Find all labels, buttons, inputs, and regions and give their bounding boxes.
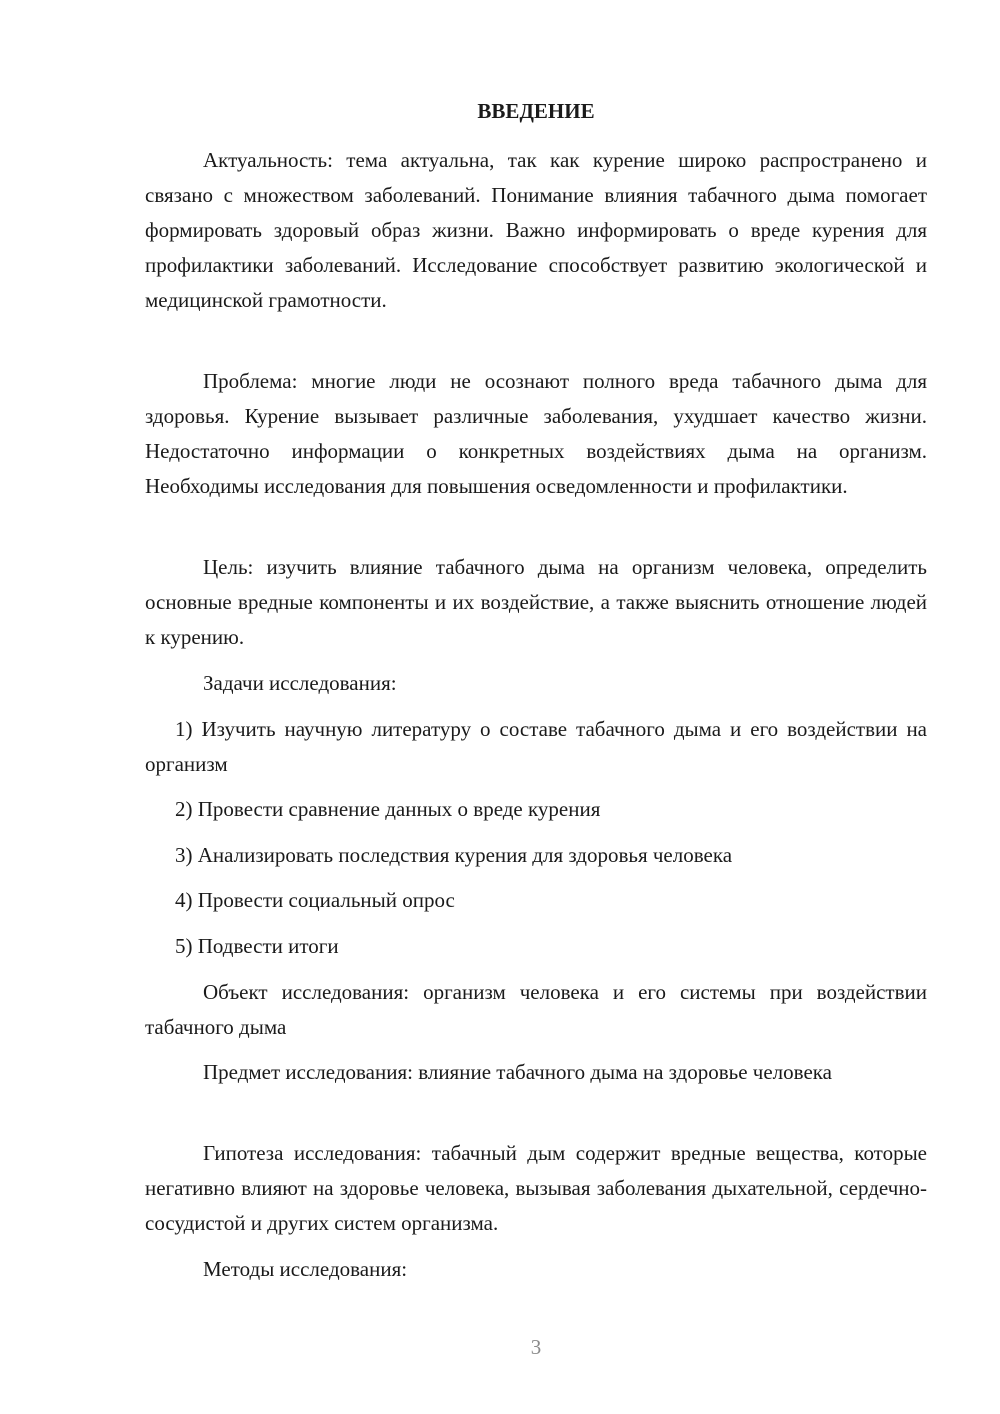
page-number: 3 xyxy=(530,1335,542,1359)
relevance-paragraph: Актуальность: тема актуальна, так как курение широко распространено и связано с множеством заболеваний. Понимание влияния табачного дыма помогает формировать здоровый образ жизни. Важно информировать о вреде курения для профилактики заболеваний. Исследование способствует развитию экологической и медицинской грамотности. xyxy=(145,148,927,312)
goal-paragraph: Цель: изучить влияние табачного дыма на организм человека, определить основные вредные компоненты и их воздействие, а также выяснить отношение людей к курению. xyxy=(145,555,927,649)
hypothesis-paragraph: Гипотеза исследования: табачный дым содержит вредные вещества, которые негативно влияют на здоровье человека, вызывая заболевания дыхательной, сердечно-сосудистой и других систем организма. xyxy=(145,1141,927,1235)
methods-heading: Методы исследования: xyxy=(203,1257,408,1281)
problem-paragraph: Проблема: многие люди не осознают полного вреда табачного дыма для здоровья. Курение вызывает различные заболевания, ухудшает качество жизни. Недостаточно информации о конкретных воздействиях дыма на организм. Необходимы исследования для повышения осведомленности и профилактики. xyxy=(145,369,927,498)
task-item-4: 4) Провести социальный опрос xyxy=(175,888,455,912)
subject-paragraph: Предмет исследования: влияние табачного дыма на здоровье человека xyxy=(203,1060,832,1084)
task-item-2: 2) Провести сравнение данных о вреде курения xyxy=(175,797,601,821)
task-item-5: 5) Подвести итоги xyxy=(175,934,339,958)
tasks-heading: Задачи исследования: xyxy=(203,671,397,695)
task-item-3: 3) Анализировать последствия курения для здоровья человека xyxy=(175,843,733,867)
task-item-1: 1) Изучить научную литературу о составе табачного дыма и его воздействии на организм xyxy=(145,717,927,776)
object-paragraph: Объект исследования: организм человека и его системы при воздействии табачного дыма xyxy=(145,980,927,1039)
document-title: ВВЕДЕНИЕ xyxy=(477,99,595,123)
